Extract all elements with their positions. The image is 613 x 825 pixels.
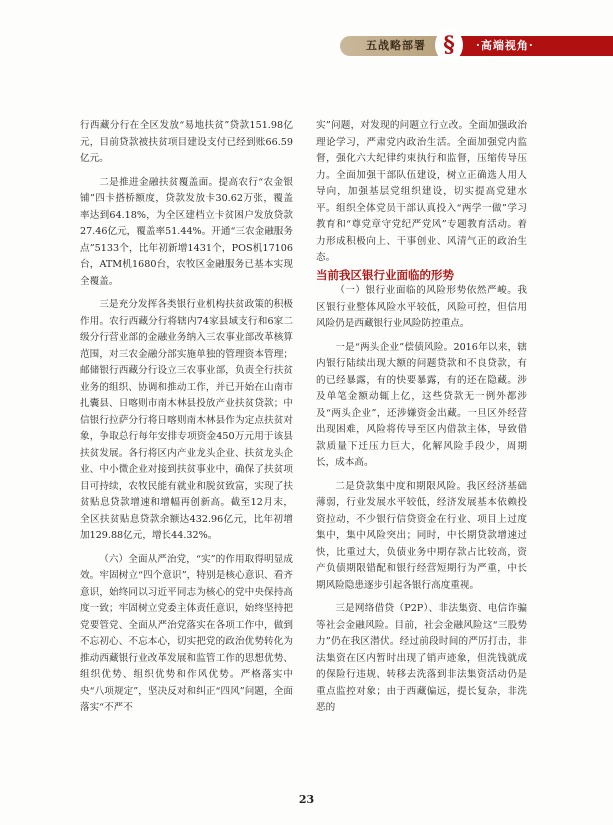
paragraph: 行西藏分行在全区发放“易地扶贫”贷款151.98亿元，目前贷款被扶贫项目建设支付已经到账66.59亿元。	[80, 120, 293, 164]
paragraph: 实”问题，对发现的问题立行立改。全面加强政治理论学习，严肃党内政治生活。全面加强党内监督，强化六大纪律约束执行和监督，压缩传导压力。全面加强干部队伍建设，树立正确选人用人导向，加强基层党组织建设，切实提高党建水平。组织全体党员干部认真投入“两学一做”学习教育和“尊党章守党纪严党风”专题教育活动。着力形成积极向上、干事创业、风清气正的政治生态。	[316, 120, 527, 263]
page-header	[340, 26, 613, 62]
paragraph: （六）全面从严治党，“实”的作用取得明显成效。牢固树立“四个意识”，特别是核心意识、看齐意识，始终同以习近平同志为核心的党中央保持高度一致；牢固树立党委主体责任意识，始终坚持把党要管党、全面从严治党落实在各项工作中，做到不忘初心、不忘本心，切实把党的政治优势转化为推动西藏银行业改革发展和监管工作的思想优势、组织优势、组织优势和作风优势。严格落实中央“八项规定”，坚决反对和纠正“四风”问题，全面落实“不严不	[80, 553, 293, 713]
paragraph: 三是充分发挥各类银行业机构扶贫政策的积极作用。农行西藏分行将辖内74家县域支行和6家二级分行营业部的金融业务纳入三农事业部改革核算范围，对三农金融分部实施单独的管理资本管理；邮储银行西藏分行设立三农事业部，负责全行扶贫业务的组织、协调和推动工作，并已开始在山南市扎囊县、日喀则市南木林县投放产业扶贫贷款；中信银行拉萨分行将日喀则南木林县作为定点扶贫对象，争取总行每年安排专项资金450万元用于该县扶贫发展。各行将区内产业龙头企业、扶贫龙头企业、中小微企业对接到扶贫事业中，确保了扶贫项目可持续，农牧民能有就业和脱贫致富，实现了扶贫贴息贷款增速和增幅再创新高。截至12月末，全区扶贫贴息贷款余额达432.96亿元，比年初增加129.88亿元，增长44.32%。	[80, 299, 293, 541]
paragraph: 二是贷款集中度和期限风险。我区经济基础薄弱，行业发展水平较低，经济发展基本依赖投资拉动，不少银行信贷资金在行业、项目上过度集中，集中风险突出；同时，中长期贷款增速过快，比重过大，负债业务中期存款占比较高，资产负债期限错配和银行经营短期行为严重，中长期风险隐患逐步引起各银行高度重视。	[316, 480, 527, 591]
left-column	[80, 118, 293, 717]
section-title: 当前我区银行业面临的形势	[316, 267, 454, 282]
header-emblem-icon: §	[435, 28, 463, 62]
page-number: 23	[298, 793, 315, 806]
paragraph: （一）银行业面临的风险形势依然严峻。我区银行业整体风险水平较低，风险可控，但信用风险仍是西藏银行业风险防控重点。	[316, 285, 527, 329]
right-column	[316, 118, 527, 717]
paragraph: 一是“两头企业”偿债风险。2016年以来，辖内银行陆续出现大额的问题贷款和不良贷款，有的已经暴露，有的快要暴露，有的还在隐藏。涉及单笔金额动辄上亿，这些贷款无一例外都涉及“两头企业”，还涉嫌资金出藏。一旦区外经营出现困难，风险将传导至区内借款主体，导致借款质量下迁压力巨大，化解风险手段少，周期长，成本高。	[316, 341, 527, 468]
header-column-label: ·高端视角·	[458, 36, 613, 56]
header-section-label: 五战略部署	[340, 36, 442, 56]
paragraph: 二是推进金融扶贫覆盖面。提高农行“农金银铺”四卡搭桥额度，贷款发放卡30.62万张，覆盖率达到64.18%，为全区建档立卡贫困户发放贷款27.46亿元，覆盖率51.44%。开通“三农金融服务点”5133个，比年初新增1431个，POS机17106台，ATM机1680台，农牧区金融服务已基本实现全覆盖。	[80, 176, 293, 287]
paragraph: 三是网络借贷（P2P）、非法集资、电信诈骗等社会金融风险。目前，社会金融风险这“三股势力”仍在我区潜伏。经过前段时间的严厉打击，非法集资在区内暂时出现了销声迹象，但洗钱就成的保险行违规、转移去洗落到非法集资活动仍是重点监控对象；由于西藏偏远，提长复杂，非洗恶的	[316, 603, 527, 713]
